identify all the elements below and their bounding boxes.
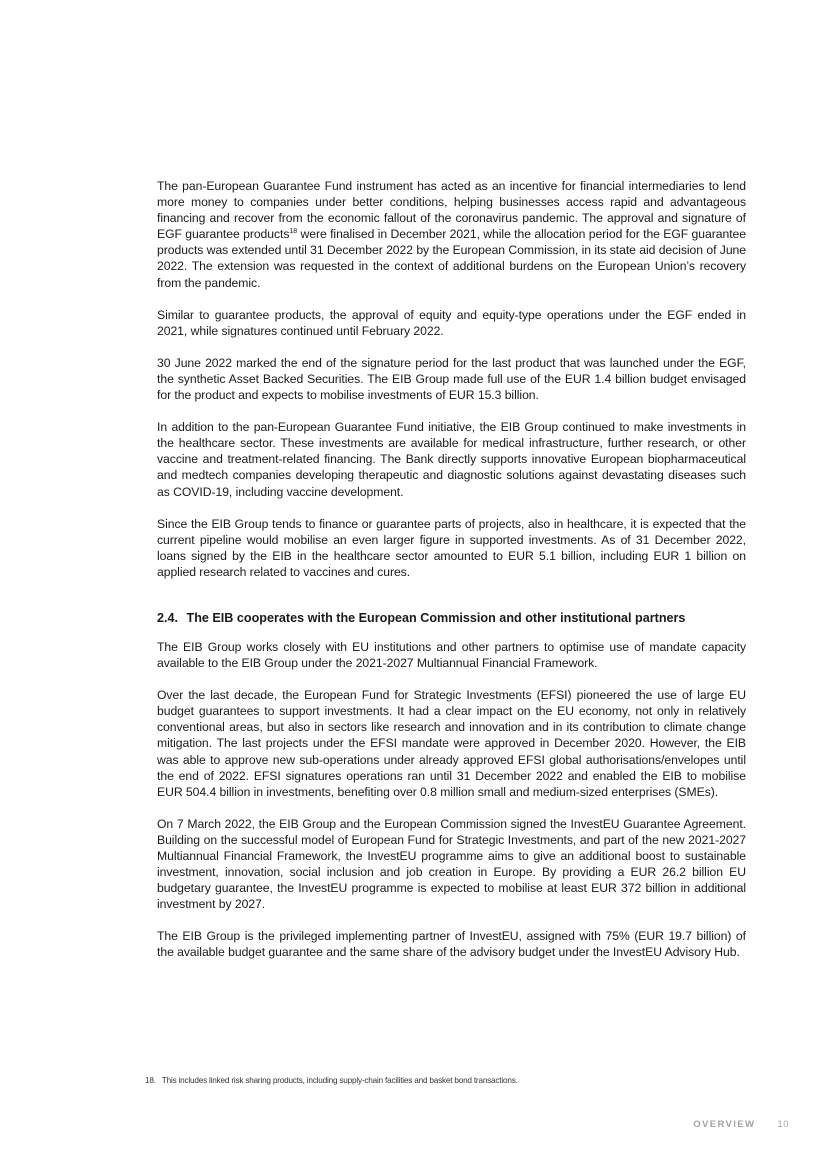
footer-section-label: OVERVIEW xyxy=(693,1119,756,1130)
paragraph-equity-operations: Similar to guarantee products, the approval of equity and equity-type operations under the EGF ended in 2021, while signatures continued until February 2022. xyxy=(157,307,746,338)
footnote-text: This includes linked risk sharing products, including supply-chain facilities and basket bond transactions. xyxy=(161,1076,518,1085)
page-footer xyxy=(693,1119,789,1131)
paragraph-investeu-partner: The EIB Group is the privileged implementing partner of InvestEU, assigned with 75% (EUR 19.7 billion) of the available budget guarantee and the same share of the advisory budget under the InvestEU Advisory Hub. xyxy=(157,929,746,960)
section-number: 2.4. xyxy=(157,610,179,625)
main-content xyxy=(157,178,746,977)
footnote-reference-18[interactable]: 18 xyxy=(289,228,298,236)
footnote-number: 18. xyxy=(145,1076,156,1085)
footnote xyxy=(145,1075,745,1086)
paragraph-healthcare-investments: In addition to the pan-European Guarantee Fund initiative, the EIB Group continued to make investments in the healthcare sector. These investments are available for medical infrastructure, further research, or other vaccine and treatment-related financing. The Bank directly supports innovative European biopharmaceutical and medtech companies developing therapeutic and diagnostic solutions against devastating diseases such as COVID-19, including vaccine development. xyxy=(157,420,746,499)
section-heading xyxy=(157,610,746,626)
paragraph-eu-institutions: The EIB Group works closely with EU institutions and other partners to optimise use of mandate capacity available to the EIB Group under the 2021-2027 Multiannual Financial Framework. xyxy=(157,639,746,671)
paragraph-efsi: Over the last decade, the European Fund for Strategic Investments (EFSI) pioneered the use of large EU budget guarantees to support investments. It had a clear impact on the EU economy, not only in relatively conventional areas, but also in sectors like research and innovation and in its contribution to climate change mitigation. The last projects under the EFSI mandate were approved in December 2020. However, the EIB was able to approve new sub-operations under already approved EFSI global authorisations/envelopes until the end of 2022. EFSI signatures operations ran until 31 December 2022 and enabled the EIB to mobilise EUR 504.4 billion in investments, benefiting over 0.8 million small and medium-sized enterprises (SMEs). xyxy=(157,688,746,799)
paragraph-healthcare-pipeline: Since the EIB Group tends to finance or guarantee parts of projects, also in healthcare, it is expected that the current pipeline would mobilise an even larger figure in supported investments. As of 31 December 2022, loans signed by the EIB in the healthcare sector amounted to EUR 5.1 billion, including EUR 1 billion on applied research related to vaccines and cures. xyxy=(157,516,746,579)
paragraph-signature-period: 30 June 2022 marked the end of the signature period for the last product that was launched under the EGF, the synthetic Asset Backed Securities. The EIB Group made full use of the EUR 1.4 billion budget envisaged for the product and expects to mobilise investments of EUR 15.3 billion. xyxy=(157,355,746,403)
paragraph-egf-instrument xyxy=(157,178,746,291)
page-number: 10 xyxy=(777,1119,789,1130)
section-title: The EIB cooperates with the European Commission and other institutional partners xyxy=(186,610,686,625)
paragraph-investeu-agreement: On 7 March 2022, the EIB Group and the European Commission signed the InvestEU Guarantee Agreement. Building on the successful model of European Fund for Strategic Investments, and part of the new 2021-2027 Multiannual Financial Framework, the InvestEU programme aims to give an additional boost to sustainable investment, innovation, social inclusion and job creation in Europe. By providing a EUR 26.2 billion EU budgetary guarantee, the InvestEU programme is expected to mobilise at least EUR 372 billion in additional investment by 2027. xyxy=(157,816,746,912)
paragraph-text: were finalised in December 2021, while the allocation period for the EGF guarantee products was extended until 31 December 2022 by the European Commission, in its state aid decision of June 2022. The extension was requested in the context of additional burdens on the European Union’s recovery from the pandemic. xyxy=(157,227,746,290)
paragraph-text: The pan-European Guarantee Fund instrument has acted as an incentive for financial intermediaries to lend more money to companies under better conditions, helping businesses access rapid and advantageous financing and recover from the economic fallout of the coronavirus pandemic. The approval and signature of EGF guarantee products xyxy=(157,179,746,242)
